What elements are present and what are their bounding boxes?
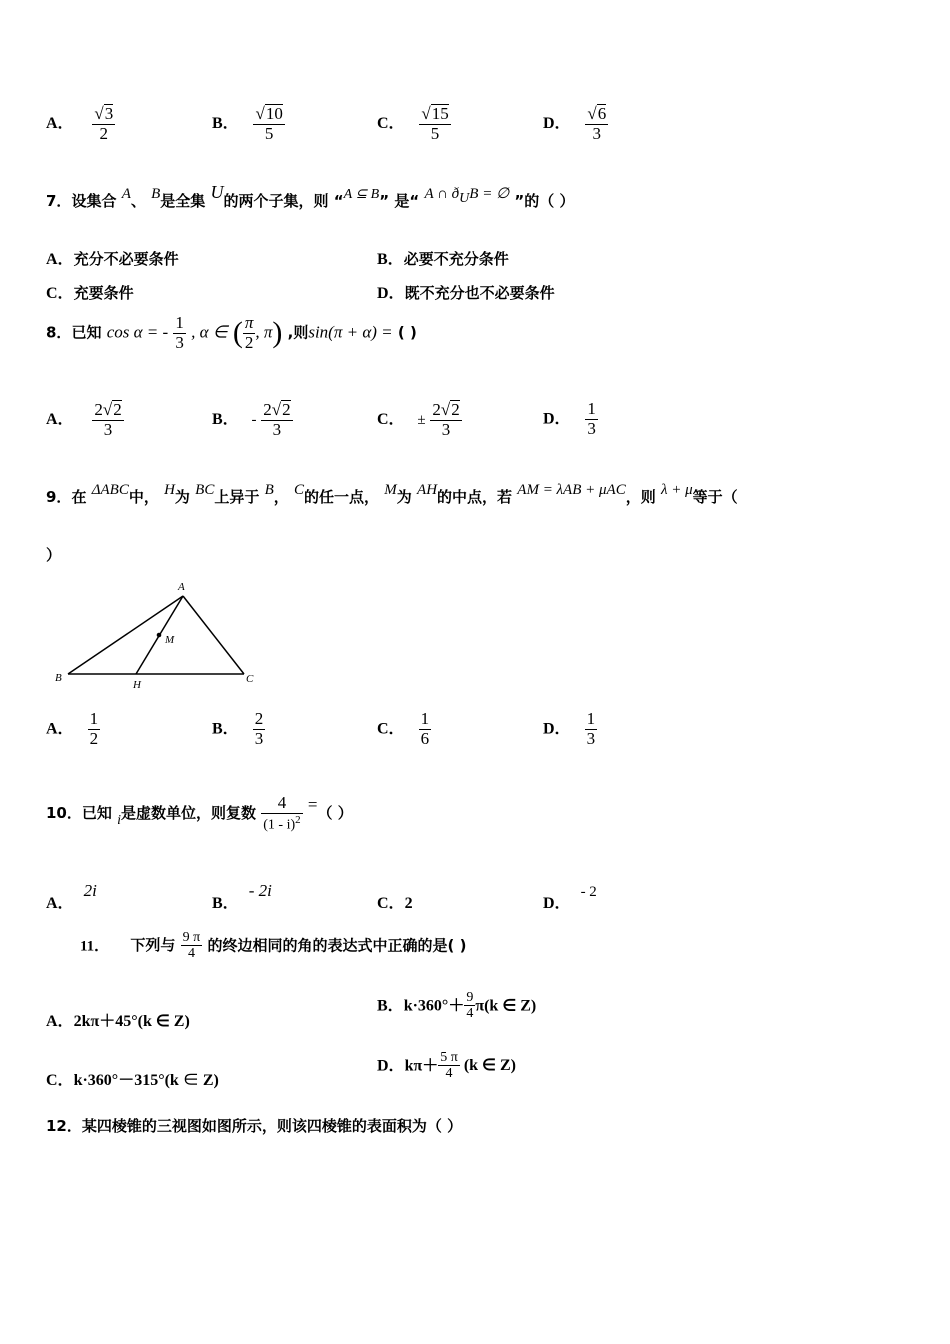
side-ac — [183, 596, 244, 674]
fraction: $\frac{√15}{5}$ — [421, 104, 449, 143]
q10-option-d[interactable]: D．- 2 — [543, 884, 597, 912]
label-a: A — [178, 581, 185, 593]
q10-option-a[interactable]: A．2i — [46, 881, 97, 912]
q9-option-c[interactable]: C． $\frac{1}{6}$ — [377, 709, 430, 748]
q8-option-c[interactable]: C． ± $\frac{2√2}{3}$ — [377, 400, 460, 439]
q8-option-b[interactable]: B． - $\frac{2√2}{3}$ — [212, 400, 291, 439]
q7-option-c[interactable]: C．充要条件 — [46, 284, 134, 302]
q9-option-b[interactable]: B． $\frac{2}{3}$ — [212, 709, 264, 748]
q6-option-c[interactable] — [377, 104, 451, 143]
question-9-close: ） — [46, 546, 62, 564]
q8-option-d[interactable]: D． $\frac{1}{3}$ — [543, 399, 596, 438]
label-b: B — [55, 672, 62, 684]
q7-option-a[interactable]: A．充分不必要条件 — [46, 250, 179, 268]
q11-option-d[interactable]: D．kπ＋ $\frac{5 \pi}{4}$ (k ∈ Z) — [377, 1050, 516, 1082]
option-label: A． — [46, 115, 74, 133]
question-12: 12．某四棱锥的三视图如图所示，则该四棱锥的表面积为（ ） — [46, 1117, 463, 1135]
question-10: 10．已知 i是虚数单位，则复数 $\frac{4}{(1 - i)^2}$ =（ ） — [46, 793, 353, 833]
q11-option-b[interactable]: B．k·360°＋ $\frac{9}{4}$ π(k ∈ Z) — [377, 990, 537, 1022]
question-9: 9．在 ΔABC中， H为 BC上异于 B， C的任一点， M为 AH的中点，若 AM = λAB + μAC，则 λ + μ等于（ — [46, 482, 738, 506]
q9-option-d[interactable]: D． $\frac{1}{3}$ — [543, 709, 596, 748]
fraction: $\frac{√6}{3}$ — [587, 104, 607, 143]
fraction: $\frac{1}{3}$ — [175, 313, 184, 352]
option-label: B． — [212, 115, 239, 133]
label-m: M — [165, 634, 175, 646]
label-c: C — [246, 673, 254, 685]
question-8: 8．已知 cos α = - $\frac{1}{3}$ , α ∈ ( $\frac{\pi}{2}$ , π) ,则sin(π + α) = ( ) — [46, 313, 417, 352]
q11-option-c[interactable]: C．k·360°－315°(k ∈ Z) — [46, 1072, 219, 1089]
q11-option-a[interactable]: A．2kπ＋45°(k ∈ Z) — [46, 1013, 190, 1030]
option-label: D． — [543, 115, 571, 133]
q8-option-a[interactable]: A． $\frac{2√2}{3}$ — [46, 400, 122, 439]
fraction: $\frac{√3}{2}$ — [94, 104, 114, 143]
q10-option-c[interactable]: C．2 — [377, 895, 413, 912]
question-7: 7．设集合 A、 B是全集 U的两个子集，则 “A ⊆ B” 是“ A ∩ $ð_UB$ = ∅ ”的（ ） — [46, 182, 575, 210]
option-label: C． — [377, 115, 405, 133]
q7-option-d[interactable]: D．既不充分也不必要条件 — [377, 284, 555, 302]
q6-option-d[interactable] — [543, 104, 608, 143]
label-h: H — [133, 679, 141, 691]
point-m — [157, 633, 162, 638]
q9-option-a[interactable]: A． $\frac{1}{2}$ — [46, 709, 99, 748]
q6-option-a[interactable] — [46, 104, 115, 143]
q6-option-b[interactable] — [212, 104, 285, 143]
question-11: 11． 下列与 $\frac{9 \pi}{4}$ 的终边相同的角的表达式中正确的是( ) — [80, 930, 467, 962]
q7-option-b[interactable]: B．必要不充分条件 — [377, 250, 509, 268]
triangle-figure — [50, 578, 265, 693]
q10-option-b[interactable]: B．- 2i — [212, 881, 272, 912]
fraction: $\frac{√10}{5}$ — [255, 104, 283, 143]
